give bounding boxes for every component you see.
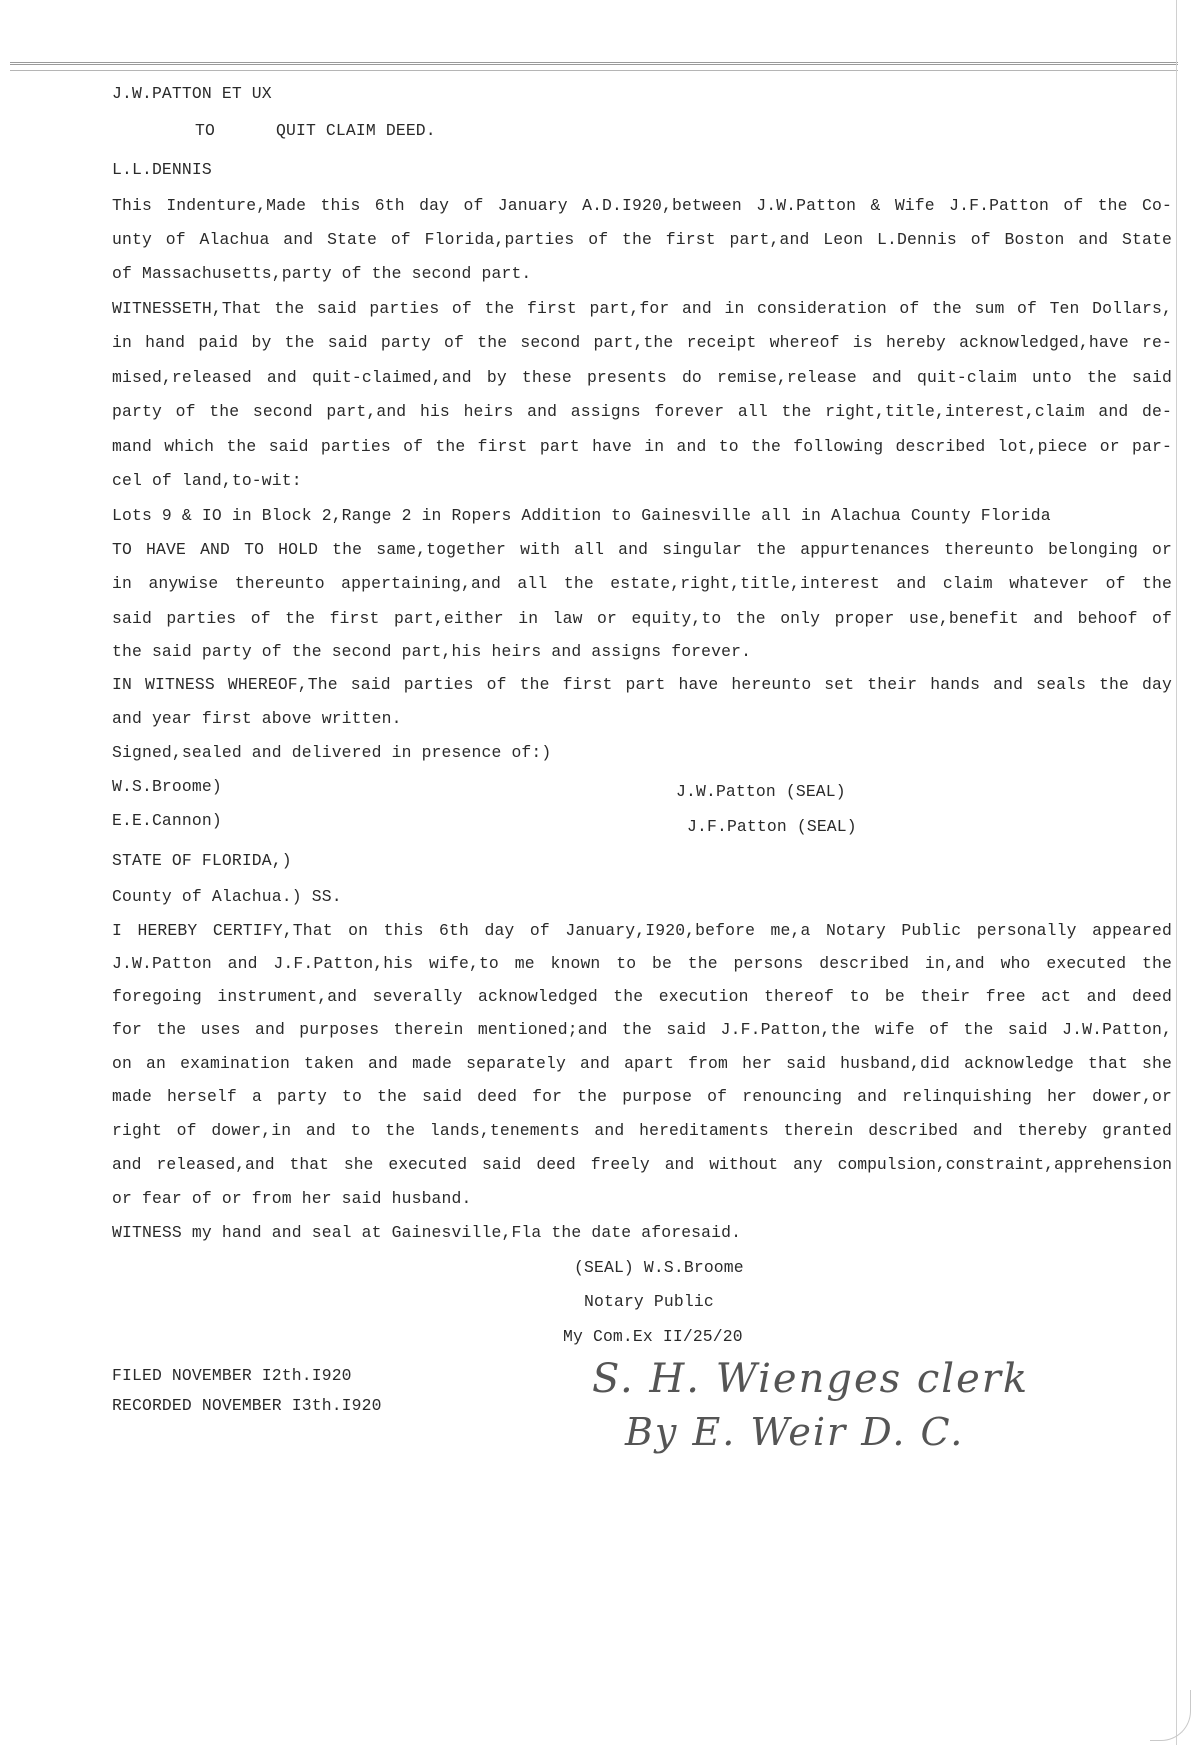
clerk-signature-line-1: S. H. Wienges clerk bbox=[592, 1356, 1030, 1402]
witness-notary-line: WITNESS my hand and seal at Gainesville,Fla the date aforesaid. bbox=[112, 1223, 742, 1242]
ack-line: foregoing instrument,and severally acknowledged the execution thereof to be their free act and deed bbox=[112, 987, 1172, 1006]
page-corner-curl bbox=[1150, 1690, 1191, 1741]
top-rule bbox=[10, 62, 1178, 65]
body-line: unty of Alachua and State of Florida,parties of the first part,and Leon L.Dennis of Boston and State bbox=[112, 230, 1172, 249]
body-line: IN WITNESS WHEREOF,The said parties of the first part have hereunto set their hands and seals the day bbox=[112, 675, 1172, 694]
recorded-date: RECORDED NOVEMBER I3th.I920 bbox=[112, 1396, 382, 1415]
body-line: said parties of the first part,either in law or equity,to the only proper use,benefit and behoof of bbox=[112, 609, 1172, 628]
body-line: in anywise thereunto appertaining,and all the estate,right,title,interest and claim whatever of the bbox=[112, 574, 1172, 593]
body-line: mised,released and quit-claimed,and by these presents do remise,release and quit-claim unto the said bbox=[112, 368, 1172, 387]
top-rule-thin bbox=[10, 70, 1178, 71]
ack-line: or fear of or from her said husband. bbox=[112, 1189, 472, 1208]
ack-line: right of dower,in and to the lands,tenements and hereditaments therein described and thereby granted bbox=[112, 1121, 1172, 1140]
notary-seal-name: (SEAL) W.S.Broome bbox=[574, 1258, 744, 1277]
notary-title: Notary Public bbox=[584, 1292, 714, 1311]
venue-county: County of Alachua.) SS. bbox=[112, 887, 342, 906]
page-edge bbox=[1176, 0, 1177, 1745]
property-description: Lots 9 & IO in Block 2,Range 2 in Ropers Addition to Gainesville all in Alachua County Florida bbox=[112, 506, 1051, 525]
clerk-signature-line-2: By E. Weir D. C. bbox=[625, 1410, 965, 1454]
signed-sealed-line: Signed,sealed and delivered in presence of:) bbox=[112, 743, 552, 762]
body-line: TO HAVE AND TO HOLD the same,together with all and singular the appurtenances thereunto belonging or bbox=[112, 540, 1172, 559]
witness-2: E.E.Cannon) bbox=[112, 811, 222, 830]
body-line: in hand paid by the said party of the second part,the receipt whereof is hereby acknowledged,have re- bbox=[112, 333, 1172, 352]
body-line: cel of land,to-wit: bbox=[112, 471, 302, 490]
grantor-signature-2: J.F.Patton (SEAL) bbox=[687, 817, 857, 836]
witness-1: W.S.Broome) bbox=[112, 777, 222, 796]
ack-line: on an examination taken and made separately and apart from her said husband,did acknowledge that she bbox=[112, 1054, 1172, 1073]
ack-line: made herself a party to the said deed for the purpose of renouncing and relinquishing her dower,or bbox=[112, 1087, 1172, 1106]
ack-line: I HEREBY CERTIFY,That on this 6th day of January,I920,before me,a Notary Public personally appeared bbox=[112, 921, 1172, 940]
to-word: TO bbox=[195, 121, 215, 140]
notary-commission: My Com.Ex II/25/20 bbox=[563, 1327, 743, 1346]
ack-line: J.W.Patton and J.F.Patton,his wife,to me known to be the persons described in,and who executed the bbox=[112, 954, 1172, 973]
body-line: the said party of the second part,his heirs and assigns forever. bbox=[112, 642, 752, 661]
ack-line: and released,and that she executed said deed freely and without any compulsion,constraint,apprehension bbox=[112, 1155, 1172, 1174]
body-line: and year first above written. bbox=[112, 709, 402, 728]
grantor-signature-1: J.W.Patton (SEAL) bbox=[676, 782, 846, 801]
body-line: WITNESSETH,That the said parties of the first part,for and in consideration of the sum of Ten Dollars, bbox=[112, 299, 1172, 318]
body-line: mand which the said parties of the first part have in and to the following described lot,piece or par- bbox=[112, 437, 1172, 456]
ack-line: for the uses and purposes therein mentioned;and the said J.F.Patton,the wife of the said J.W.Patton, bbox=[112, 1020, 1172, 1039]
filed-date: FILED NOVEMBER I2th.I920 bbox=[112, 1366, 352, 1385]
deed-type: QUIT CLAIM DEED. bbox=[276, 121, 436, 140]
body-line: party of the second part,and his heirs and assigns forever all the right,title,interest,claim and de- bbox=[112, 402, 1172, 421]
venue-state: STATE OF FLORIDA,) bbox=[112, 851, 292, 870]
body-line: This Indenture,Made this 6th day of January A.D.I920,between J.W.Patton & Wife J.F.Patton of the Co- bbox=[112, 196, 1172, 215]
body-line: of Massachusetts,party of the second part. bbox=[112, 264, 532, 283]
grantor-name: J.W.PATTON ET UX bbox=[112, 84, 272, 103]
grantee-name: L.L.DENNIS bbox=[112, 160, 212, 179]
